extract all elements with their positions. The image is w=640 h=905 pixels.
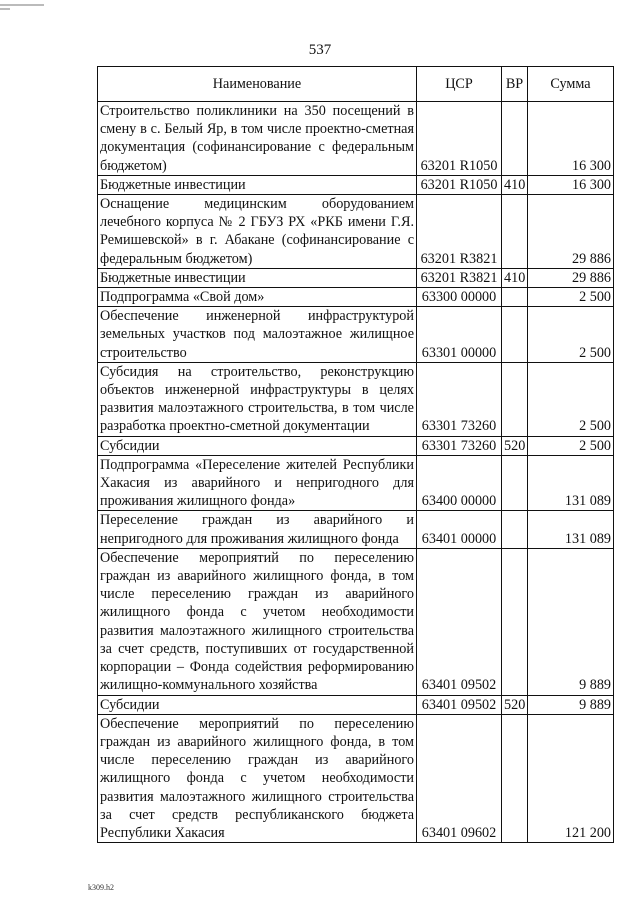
table-row [98, 175, 614, 194]
row-vr: 410 [502, 175, 528, 194]
row-sum: 2 500 [528, 288, 614, 307]
table-row [98, 714, 614, 842]
row-vr: 520 [502, 695, 528, 714]
page-number: 537 [308, 42, 332, 58]
row-csr: 63301 00000 [417, 307, 502, 363]
row-csr: 63201 R3821 [417, 195, 502, 269]
table-row [98, 548, 614, 695]
row-name: Обеспечение инженерной инфраструктурой земельных участков под малоэтажное жилищное строительство [98, 307, 417, 363]
row-csr: 63400 00000 [417, 455, 502, 511]
row-name: Обеспечение мероприятий по переселению граждан из аварийного жилищного фонда, в том числе переселению граждан из аварийного жилищного фонда с учетом необходимости развития малоэтажного жилищного строительства за счет средств республиканского бюджета Республики Хакасия [98, 714, 417, 842]
header-row [98, 67, 614, 102]
row-csr: 63301 73260 [417, 436, 502, 455]
header-sum: Сумма [528, 67, 614, 102]
row-csr: 63401 09502 [417, 695, 502, 714]
table-row [98, 695, 614, 714]
row-sum: 2 500 [528, 362, 614, 436]
row-vr [502, 714, 528, 842]
row-vr [502, 511, 528, 548]
row-sum: 16 300 [528, 102, 614, 176]
table-row [98, 102, 614, 176]
row-csr: 63301 73260 [417, 362, 502, 436]
row-csr: 63401 09602 [417, 714, 502, 842]
row-name: Оснащение медицинским оборудованием лечебного корпуса № 2 ГБУЗ РХ «РКБ имени Г.Я. Ремишевской» в г. Абакане (софинансирование с федеральным бюджетом) [98, 195, 417, 269]
table-row [98, 268, 614, 287]
row-vr: 520 [502, 436, 528, 455]
table-row [98, 307, 614, 363]
row-vr [502, 102, 528, 176]
table-body [98, 102, 614, 843]
row-name: Субсидии [98, 695, 417, 714]
row-vr [502, 455, 528, 511]
row-name: Переселение граждан из аварийного и непригодного для проживания жилищного фонда [98, 511, 417, 548]
header-vr: ВР [502, 67, 528, 102]
row-sum: 2 500 [528, 436, 614, 455]
row-sum: 29 886 [528, 268, 614, 287]
table-row [98, 436, 614, 455]
row-vr [502, 195, 528, 269]
row-sum: 2 500 [528, 307, 614, 363]
header-name: Наименование [98, 67, 417, 102]
table-row [98, 362, 614, 436]
budget-table [97, 66, 614, 843]
row-vr: 410 [502, 268, 528, 287]
row-csr: 63401 09502 [417, 548, 502, 695]
row-name: Строительство поликлиники на 350 посещений в смену в с. Белый Яр, в том числе проектно-сметная документация (софинансирование с федеральным бюджетом) [98, 102, 417, 176]
row-vr [502, 548, 528, 695]
row-sum: 121 200 [528, 714, 614, 842]
table-row [98, 195, 614, 269]
row-vr [502, 288, 528, 307]
row-name: Подпрограмма «Свой дом» [98, 288, 417, 307]
table-row [98, 288, 614, 307]
row-sum: 29 886 [528, 195, 614, 269]
row-sum: 131 089 [528, 511, 614, 548]
row-vr [502, 307, 528, 363]
row-sum: 16 300 [528, 175, 614, 194]
row-sum: 9 889 [528, 695, 614, 714]
row-name: Обеспечение мероприятий по переселению граждан из аварийного жилищного фонда, в том числе переселению граждан из аварийного жилищного фонда с учетом необходимости развития малоэтажного жилищного строительства за счет средств, поступивших от государственной корпорации – Фонда содействия реформированию жилищно-коммунального хозяйства [98, 548, 417, 695]
table-header [98, 67, 614, 102]
scan-corner-mark [0, 4, 44, 6]
row-vr [502, 362, 528, 436]
row-csr: 63401 00000 [417, 511, 502, 548]
row-name: Субсидии [98, 436, 417, 455]
row-sum: 131 089 [528, 455, 614, 511]
footer-code: k309.h2 [88, 883, 114, 892]
row-csr: 63201 R3821 [417, 268, 502, 287]
row-csr: 63201 R1050 [417, 102, 502, 176]
row-csr: 63201 R1050 [417, 175, 502, 194]
row-sum: 9 889 [528, 548, 614, 695]
row-name: Бюджетные инвестиции [98, 268, 417, 287]
row-name: Бюджетные инвестиции [98, 175, 417, 194]
row-name: Подпрограмма «Переселение жителей Республики Хакасия из аварийного и непригодного для проживания жилищного фонда» [98, 455, 417, 511]
row-csr: 63300 00000 [417, 288, 502, 307]
table-row [98, 455, 614, 511]
header-csr: ЦСР [417, 67, 502, 102]
table-row [98, 511, 614, 548]
row-name: Субсидия на строительство, реконструкцию объектов инженерной инфраструктуры в целях развития малоэтажного строительства, в том числе разработка проектно-сметной документации [98, 362, 417, 436]
